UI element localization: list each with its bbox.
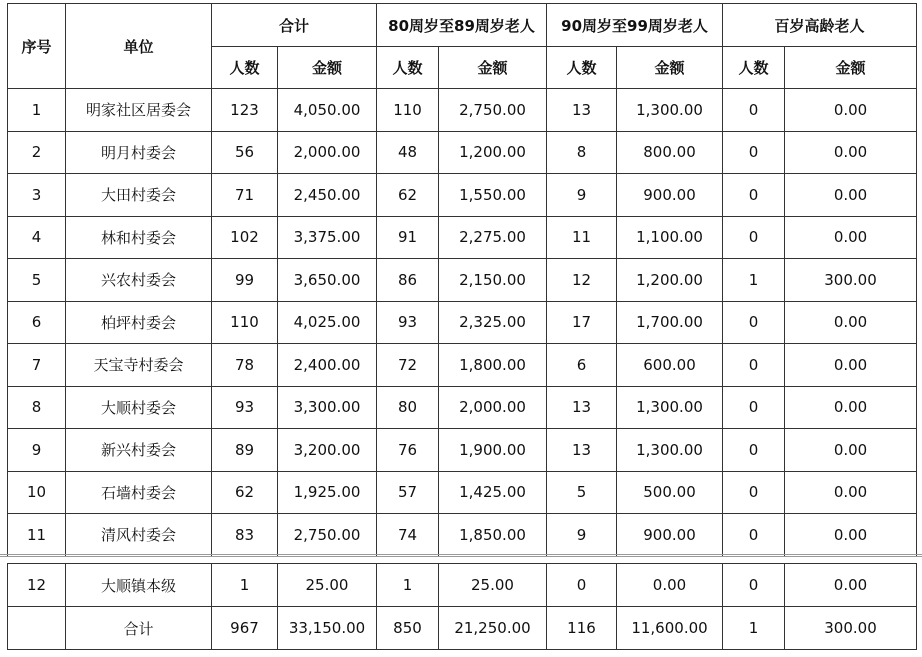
cell-total-count: 99 <box>212 259 278 302</box>
cell-seq: 3 <box>8 174 66 217</box>
header-amount: 金额 <box>278 47 377 89</box>
cell-80-count: 48 <box>377 131 439 174</box>
cell-80-amount: 2,000.00 <box>439 386 547 429</box>
cell-100-count: 0 <box>723 344 785 387</box>
cell-90-amount: 11,600.00 <box>617 607 723 650</box>
cell-90-count: 11 <box>547 216 617 259</box>
table-body <box>8 89 917 557</box>
header-80-89: 80周岁至89周岁老人 <box>377 4 547 47</box>
cell-90-amount: 1,100.00 <box>617 216 723 259</box>
cell-90-count: 8 <box>547 131 617 174</box>
cell-seq: 12 <box>8 564 66 607</box>
cell-100-count: 0 <box>723 514 785 557</box>
cell-unit: 明月村委会 <box>66 131 212 174</box>
cell-100-count: 1 <box>723 259 785 302</box>
cell-100-amount: 0.00 <box>785 429 917 472</box>
cell-80-amount: 1,800.00 <box>439 344 547 387</box>
cell-seq: 5 <box>8 259 66 302</box>
cell-unit: 大顺村委会 <box>66 386 212 429</box>
cell-90-amount: 1,700.00 <box>617 301 723 344</box>
cell-100-amount: 0.00 <box>785 216 917 259</box>
cell-total-count: 62 <box>212 471 278 514</box>
elderly-subsidy-table <box>7 3 917 557</box>
cell-total-amount: 33,150.00 <box>278 607 377 650</box>
cell-total-count: 123 <box>212 89 278 132</box>
table-row <box>8 89 917 132</box>
cell-90-count: 9 <box>547 514 617 557</box>
table-row <box>8 471 917 514</box>
elderly-subsidy-table-continued <box>7 563 917 650</box>
cell-seq: 4 <box>8 216 66 259</box>
table-row <box>8 301 917 344</box>
cell-80-count: 57 <box>377 471 439 514</box>
cell-unit: 合计 <box>66 607 212 650</box>
header-amount: 金额 <box>439 47 547 89</box>
cell-90-count: 17 <box>547 301 617 344</box>
cell-90-amount: 1,300.00 <box>617 429 723 472</box>
table-row <box>8 344 917 387</box>
cell-total-amount: 2,450.00 <box>278 174 377 217</box>
cell-80-count: 86 <box>377 259 439 302</box>
cell-90-amount: 900.00 <box>617 174 723 217</box>
cell-80-amount: 1,200.00 <box>439 131 547 174</box>
page-break-divider <box>0 554 922 557</box>
cell-unit: 柏坪村委会 <box>66 301 212 344</box>
cell-90-count: 13 <box>547 386 617 429</box>
cell-80-count: 1 <box>377 564 439 607</box>
cell-total-count: 83 <box>212 514 278 557</box>
total-row <box>8 607 917 650</box>
cell-90-amount: 0.00 <box>617 564 723 607</box>
cell-unit: 清风村委会 <box>66 514 212 557</box>
header-total: 合计 <box>212 4 377 47</box>
header-count: 人数 <box>723 47 785 89</box>
cell-total-amount: 1,925.00 <box>278 471 377 514</box>
cell-total-count: 56 <box>212 131 278 174</box>
header-count: 人数 <box>377 47 439 89</box>
cell-100-count: 0 <box>723 216 785 259</box>
header-seq: 序号 <box>8 4 66 89</box>
cell-unit: 兴农村委会 <box>66 259 212 302</box>
cell-total-count: 89 <box>212 429 278 472</box>
cell-total-count: 71 <box>212 174 278 217</box>
cell-90-count: 116 <box>547 607 617 650</box>
header-90-99: 90周岁至99周岁老人 <box>547 4 723 47</box>
cell-100-amount: 300.00 <box>785 259 917 302</box>
cell-seq <box>8 607 66 650</box>
cell-100-amount: 0.00 <box>785 564 917 607</box>
cell-total-count: 78 <box>212 344 278 387</box>
header-count: 人数 <box>547 47 617 89</box>
cell-80-amount: 2,150.00 <box>439 259 547 302</box>
header-amount: 金额 <box>617 47 723 89</box>
table-row <box>8 259 917 302</box>
cell-100-count: 0 <box>723 564 785 607</box>
cell-total-amount: 2,400.00 <box>278 344 377 387</box>
cell-80-amount: 1,425.00 <box>439 471 547 514</box>
cell-total-count: 967 <box>212 607 278 650</box>
cell-90-amount: 600.00 <box>617 344 723 387</box>
cell-100-count: 0 <box>723 301 785 344</box>
header-count: 人数 <box>212 47 278 89</box>
cell-90-count: 6 <box>547 344 617 387</box>
cell-80-count: 850 <box>377 607 439 650</box>
cell-seq: 7 <box>8 344 66 387</box>
cell-total-count: 1 <box>212 564 278 607</box>
cell-100-count: 0 <box>723 471 785 514</box>
table-row <box>8 514 917 557</box>
cell-unit: 大顺镇本级 <box>66 564 212 607</box>
table-body <box>8 564 917 650</box>
header-unit: 单位 <box>66 4 212 89</box>
cell-total-amount: 2,750.00 <box>278 514 377 557</box>
cell-total-amount: 3,300.00 <box>278 386 377 429</box>
cell-90-count: 9 <box>547 174 617 217</box>
cell-90-amount: 800.00 <box>617 131 723 174</box>
cell-90-amount: 1,200.00 <box>617 259 723 302</box>
cell-100-count: 0 <box>723 131 785 174</box>
cell-80-count: 110 <box>377 89 439 132</box>
cell-100-amount: 0.00 <box>785 471 917 514</box>
cell-100-count: 0 <box>723 386 785 429</box>
cell-total-amount: 3,375.00 <box>278 216 377 259</box>
header-amount: 金额 <box>785 47 917 89</box>
cell-90-amount: 1,300.00 <box>617 89 723 132</box>
cell-seq: 9 <box>8 429 66 472</box>
cell-100-amount: 0.00 <box>785 301 917 344</box>
cell-90-count: 5 <box>547 471 617 514</box>
table-row <box>8 564 917 607</box>
cell-seq: 11 <box>8 514 66 557</box>
cell-80-count: 80 <box>377 386 439 429</box>
cell-80-count: 74 <box>377 514 439 557</box>
cell-90-amount: 1,300.00 <box>617 386 723 429</box>
cell-unit: 明家社区居委会 <box>66 89 212 132</box>
cell-seq: 2 <box>8 131 66 174</box>
table-row <box>8 131 917 174</box>
cell-100-amount: 0.00 <box>785 174 917 217</box>
cell-100-count: 0 <box>723 174 785 217</box>
cell-unit: 天宝寺村委会 <box>66 344 212 387</box>
cell-total-amount: 4,050.00 <box>278 89 377 132</box>
table-row <box>8 216 917 259</box>
cell-seq: 8 <box>8 386 66 429</box>
cell-100-amount: 300.00 <box>785 607 917 650</box>
cell-100-amount: 0.00 <box>785 514 917 557</box>
cell-80-count: 62 <box>377 174 439 217</box>
cell-unit: 石墙村委会 <box>66 471 212 514</box>
cell-80-amount: 2,275.00 <box>439 216 547 259</box>
cell-total-amount: 25.00 <box>278 564 377 607</box>
table-row <box>8 429 917 472</box>
cell-100-count: 0 <box>723 89 785 132</box>
table-header <box>8 4 917 89</box>
cell-100-amount: 0.00 <box>785 344 917 387</box>
cell-90-count: 13 <box>547 89 617 132</box>
cell-seq: 10 <box>8 471 66 514</box>
cell-80-count: 93 <box>377 301 439 344</box>
cell-seq: 1 <box>8 89 66 132</box>
cell-unit: 林和村委会 <box>66 216 212 259</box>
cell-80-amount: 25.00 <box>439 564 547 607</box>
cell-80-amount: 2,750.00 <box>439 89 547 132</box>
table-row <box>8 386 917 429</box>
cell-80-count: 76 <box>377 429 439 472</box>
cell-total-count: 93 <box>212 386 278 429</box>
cell-total-amount: 3,650.00 <box>278 259 377 302</box>
table-row <box>8 174 917 217</box>
cell-90-amount: 500.00 <box>617 471 723 514</box>
cell-seq: 6 <box>8 301 66 344</box>
cell-80-amount: 1,900.00 <box>439 429 547 472</box>
cell-total-amount: 3,200.00 <box>278 429 377 472</box>
cell-80-count: 72 <box>377 344 439 387</box>
cell-80-amount: 1,850.00 <box>439 514 547 557</box>
cell-90-amount: 900.00 <box>617 514 723 557</box>
cell-90-count: 0 <box>547 564 617 607</box>
cell-100-count: 1 <box>723 607 785 650</box>
cell-90-count: 12 <box>547 259 617 302</box>
cell-total-amount: 2,000.00 <box>278 131 377 174</box>
cell-100-amount: 0.00 <box>785 131 917 174</box>
cell-total-count: 110 <box>212 301 278 344</box>
cell-100-amount: 0.00 <box>785 89 917 132</box>
cell-total-count: 102 <box>212 216 278 259</box>
cell-100-count: 0 <box>723 429 785 472</box>
cell-100-amount: 0.00 <box>785 386 917 429</box>
cell-unit: 大田村委会 <box>66 174 212 217</box>
cell-80-amount: 1,550.00 <box>439 174 547 217</box>
cell-80-count: 91 <box>377 216 439 259</box>
cell-total-amount: 4,025.00 <box>278 301 377 344</box>
cell-80-amount: 2,325.00 <box>439 301 547 344</box>
cell-90-count: 13 <box>547 429 617 472</box>
header-100: 百岁高龄老人 <box>723 4 917 47</box>
cell-unit: 新兴村委会 <box>66 429 212 472</box>
cell-80-amount: 21,250.00 <box>439 607 547 650</box>
